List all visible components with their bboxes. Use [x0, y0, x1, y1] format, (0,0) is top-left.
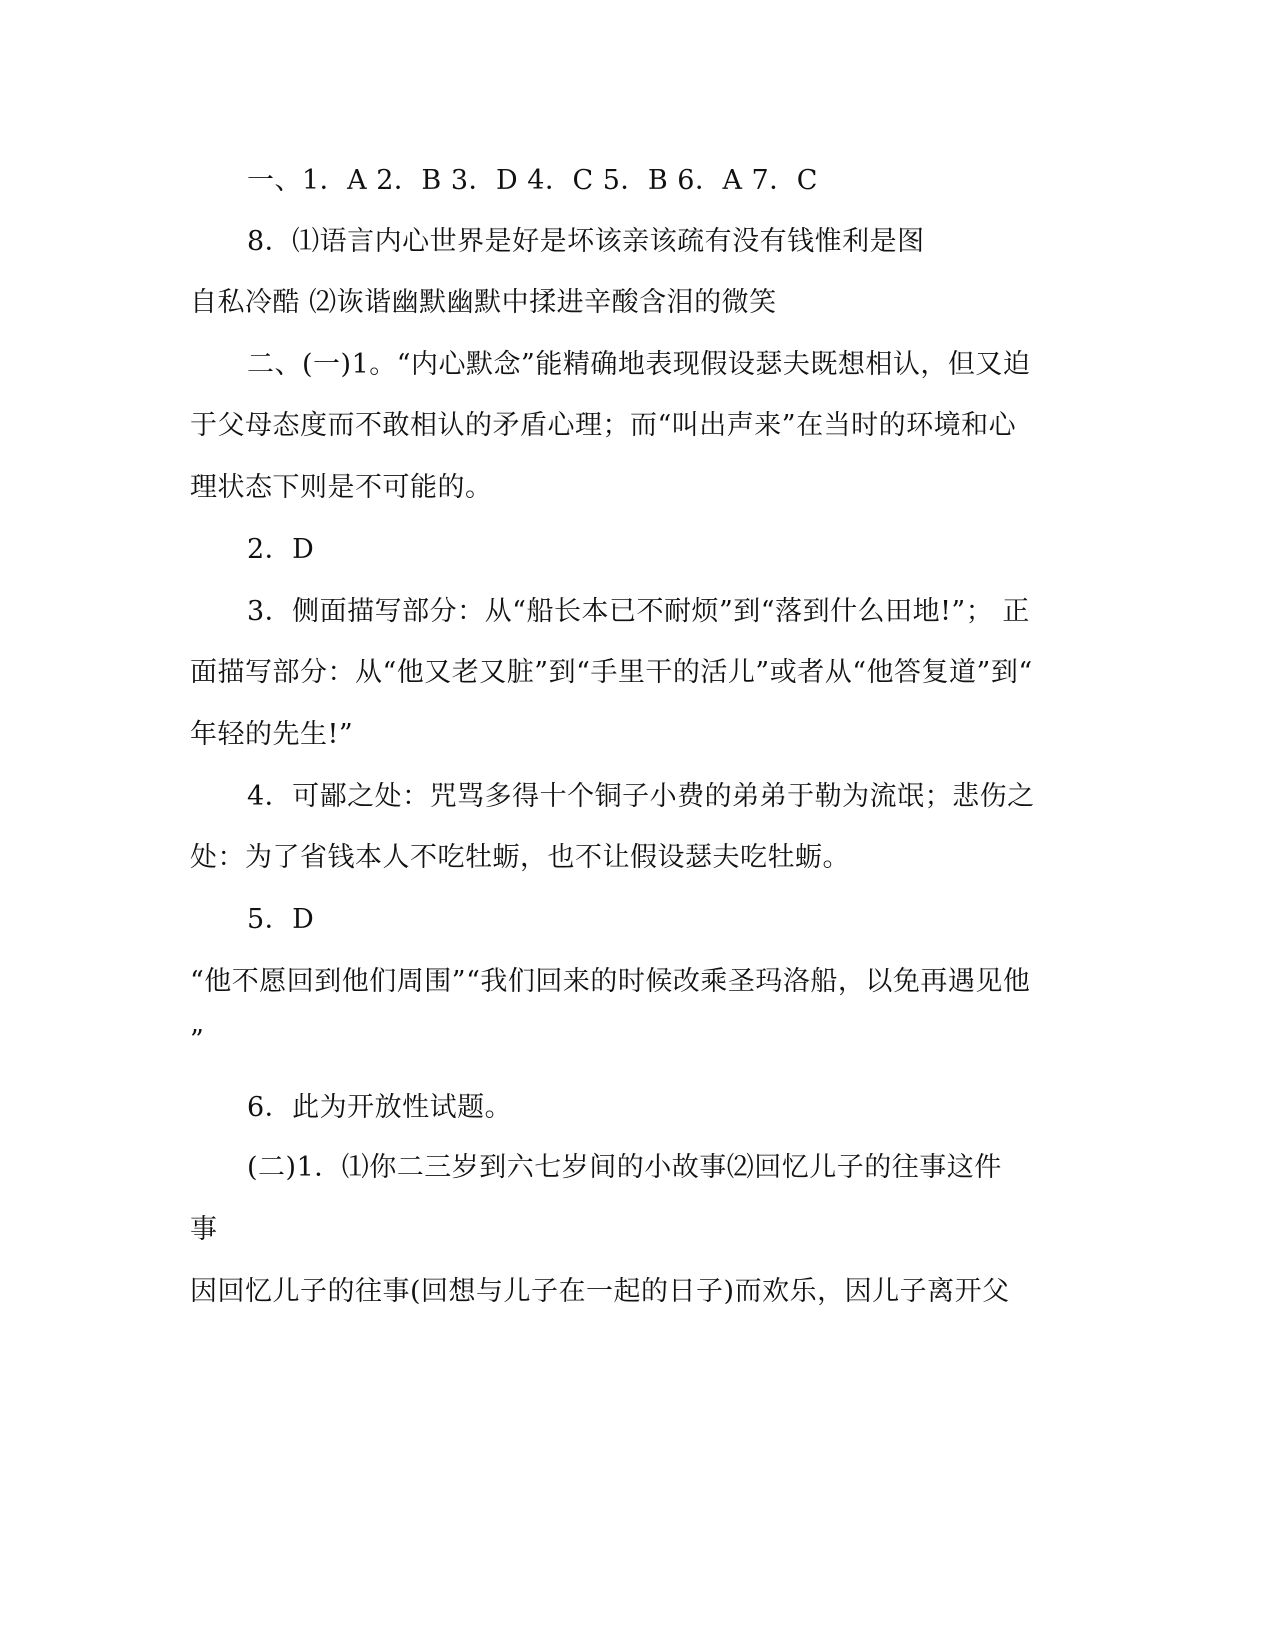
answer-line-16: 6．此为开放性试题。: [247, 1092, 513, 1123]
answer-line-9: 面描写部分：从“他又老又脏”到“手里干的活儿”或者从“他答复道”到“: [190, 657, 1033, 688]
answer-line-2: 8．⑴语言内心世界是好是坏该亲该疏有没有钱惟利是图: [247, 226, 925, 257]
answer-line-1: 一、1．A 2．B 3．D 4．C 5．B 6．A 7．C: [247, 165, 818, 196]
answer-line-11: 4．可鄙之处：咒骂多得十个铜子小费的弟弟于勒为流氓；悲伤之: [247, 781, 1035, 812]
answer-line-7: 2．D: [247, 534, 315, 565]
answer-line-10: 年轻的先生!”: [190, 719, 354, 750]
answer-line-3: 自私冷酷 ⑵诙谐幽默幽默中揉进辛酸含泪的微笑: [190, 287, 777, 318]
answer-line-15: ”: [190, 1025, 205, 1056]
answer-line-4: 二、(一)1。“内心默念”能精确地表现假设瑟夫既想相认，但又迫: [247, 349, 1031, 380]
answer-line-5: 于父母态度而不敢相认的矛盾心理；而“叫出声来”在当时的环境和心: [190, 410, 1017, 441]
answer-line-8: 3．侧面描写部分：从“船长本已不耐烦”到“落到什么田地!”； 正: [247, 596, 1030, 627]
answer-line-18: 事: [190, 1214, 218, 1245]
answer-line-19: 因回忆儿子的往事(回想与儿子在一起的日子)而欢乐，因儿子离开父: [190, 1276, 1010, 1307]
answer-line-13: 5．D: [247, 904, 315, 935]
answer-line-14: “他不愿回到他们周围”“我们回来的时候改乘圣玛洛船，以免再遇见他: [190, 966, 1031, 997]
answer-line-17: (二)1．⑴你二三岁到六七岁间的小故事⑵回忆儿子的往事这件: [247, 1152, 1002, 1183]
answer-line-6: 理状态下则是不可能的。: [190, 472, 493, 503]
answer-line-12: 处：为了省钱本人不吃牡蛎，也不让假设瑟夫吃牡蛎。: [190, 842, 850, 873]
